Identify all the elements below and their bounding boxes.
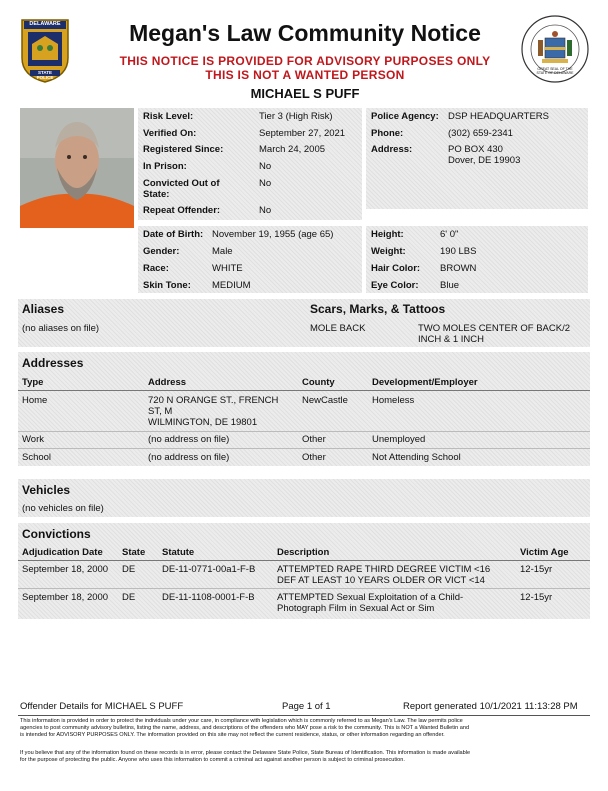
height-value: 6' 0" <box>440 229 459 240</box>
addresses-section <box>18 352 590 466</box>
agency-address-line-1: PO BOX 430 <box>448 144 503 155</box>
verified-on-value: September 27, 2021 <box>259 128 346 139</box>
offender-name: MICHAEL S PUFF <box>250 86 360 101</box>
registered-since-label: Registered Since: <box>143 144 224 155</box>
dob-value: November 19, 1955 (age 65) <box>212 229 334 240</box>
vehicles-value: (no vehicles on file) <box>22 503 104 514</box>
conviction-1-victim-age: 12-15yr <box>520 564 553 575</box>
disclaimer-2-line-1: If you believe that any of the information found on these records is in error, please contact the Delaware State Police, State Bureau of Identification. This information is made available <box>20 750 471 756</box>
scars-title: Scars, Marks, & Tattoos <box>310 302 446 316</box>
risk-level-value: Tier 3 (High Risk) <box>259 111 333 122</box>
address-row-home-county: NewCastle <box>302 395 348 406</box>
advisory-line-1: THIS NOTICE IS PROVIDED FOR ADVISORY PURPOSES ONLY <box>119 54 491 68</box>
disclaimer-1 <box>20 718 590 739</box>
addresses-header-county: County <box>302 377 335 388</box>
addresses-title: Addresses <box>22 356 84 370</box>
offender-info-panel <box>138 108 362 220</box>
agency-panel <box>366 108 588 209</box>
conviction-2-description-line-2: Photograph Film in Sexual Act or Sim <box>277 603 435 614</box>
registered-since-value: March 24, 2005 <box>259 144 326 155</box>
convictions-header-state: State <box>122 547 146 558</box>
disclaimer-1-line-3: is intended for ADVISORY PURPOSES ONLY. The information provided on this site may not reflect the current residence, status, or other information regarding an offender. <box>20 732 445 738</box>
state-police-badge <box>18 14 72 84</box>
conviction-2-date: September 18, 2000 <box>22 592 109 603</box>
aliases-title: Aliases <box>22 302 65 316</box>
badge-top-text: DELAWARE <box>29 21 61 27</box>
risk-level-label: Risk Level: <box>143 111 194 122</box>
addresses-header-employer: Development/Employer <box>372 377 478 388</box>
in-prison-label: In Prison: <box>143 161 187 172</box>
conviction-1-state: DE <box>122 564 136 575</box>
footer-rule <box>18 715 590 716</box>
vehicles-section <box>18 479 590 517</box>
conviction-1-statute: DE-11-0771-00a1-F-B <box>162 564 256 575</box>
address-row-home-line-2: ST, M <box>148 406 173 417</box>
address-row-work-address: (no address on file) <box>148 434 230 445</box>
conviction-1-date: September 18, 2000 <box>22 564 109 575</box>
gender-value: Male <box>212 246 233 257</box>
phone-value: (302) 659-2341 <box>448 128 513 139</box>
height-label: Height: <box>371 229 404 240</box>
seal-text: GREAT SEAL OF THE STATE OF DELAWARE <box>536 67 574 75</box>
address-row-home-type: Home <box>22 395 48 406</box>
phone-label: Phone: <box>371 128 404 139</box>
aliases-value: (no aliases on file) <box>22 323 100 334</box>
repeat-offender-label: Repeat Offender: <box>143 205 221 216</box>
physical-panel-left <box>138 226 362 293</box>
conviction-2-description-line-1: ATTEMPTED Sexual Exploitation of a Child- <box>277 592 464 603</box>
address-row-home-employer: Homeless <box>372 395 415 406</box>
eye-color-label: Eye Color: <box>371 280 419 291</box>
hair-color-value: BROWN <box>440 263 477 274</box>
disclaimer-2 <box>20 750 590 764</box>
address-row-rule <box>18 448 590 449</box>
conviction-2-statute: DE-11-1108-0001-F-B <box>162 592 255 603</box>
convicted-out-of-state-label-1: Convicted Out of <box>143 178 220 189</box>
address-row-school-type: School <box>22 452 52 463</box>
repeat-offender-value: No <box>259 205 272 216</box>
state-seal <box>520 14 590 84</box>
agency-address-line-2: Dover, DE 19903 <box>448 155 521 166</box>
address-row-home-line-3: WILMINGTON, DE 19801 <box>148 417 258 428</box>
police-agency-label: Police Agency: <box>371 111 439 122</box>
badge-bottom-text: STATE POLICE <box>36 70 54 80</box>
eye-color-value: Blue <box>440 280 460 291</box>
agency-address-label: Address: <box>371 144 413 155</box>
address-row-work-type: Work <box>22 434 44 445</box>
dob-label: Date of Birth: <box>143 229 204 240</box>
convicted-out-of-state-value: No <box>259 178 272 189</box>
address-row-home-line-1: 720 N ORANGE ST., FRENCH <box>148 395 279 406</box>
race-label: Race: <box>143 263 169 274</box>
conviction-2-victim-age: 12-15yr <box>520 592 553 603</box>
gender-label: Gender: <box>143 246 180 257</box>
physical-panel-right <box>366 226 588 293</box>
police-agency-value: DSP HEADQUARTERS <box>448 111 550 122</box>
disclaimer-1-line-1: This information is provided in order to protect the individuals under your care, in compliance with legislation which is commonly referred to as Megan's Law. The law permits police <box>20 718 463 724</box>
convictions-header-date: Adjudication Date <box>22 547 103 558</box>
advisory-line-2: THIS IS NOT A WANTED PERSON <box>205 68 405 82</box>
convictions-header-statute: Statute <box>162 547 195 558</box>
address-row-school-address: (no address on file) <box>148 452 230 463</box>
skin-tone-label: Skin Tone: <box>143 280 191 291</box>
footer-offender-details: Offender Details for MICHAEL S PUFF <box>20 701 184 712</box>
weight-value: 190 LBS <box>440 246 477 257</box>
conviction-2-state: DE <box>122 592 136 603</box>
address-row-work-employer: Unemployed <box>372 434 426 445</box>
disclaimer-1-line-2: agencies to post community advisory bulletins, listing the name, address, and descriptions of the offenders who MAY pose a risk to the community. This is NOT a Wanted Bulletin and <box>20 725 470 731</box>
convictions-header-rule <box>18 560 590 561</box>
race-value: WHITE <box>212 263 243 274</box>
conviction-1-description-line-1: ATTEMPTED RAPE THIRD DEGREE VICTIM <16 <box>277 564 491 575</box>
convicted-out-of-state-label-2: State: <box>143 189 170 200</box>
weight-label: Weight: <box>371 246 406 257</box>
footer-report-generated: Report generated 10/1/2021 11:13:28 PM <box>403 701 578 712</box>
addresses-header-address: Address <box>148 377 187 388</box>
skin-tone-value: MEDIUM <box>212 280 251 291</box>
footer-page-number: Page 1 of 1 <box>282 701 331 712</box>
scar-description-line-2: INCH & 1 INCH <box>418 334 484 345</box>
page-title: Megan's Law Community Notice <box>129 20 481 46</box>
convictions-header-victim-age: Victim Age <box>520 547 569 558</box>
in-prison-value: No <box>259 161 272 172</box>
vehicles-title: Vehicles <box>22 483 71 497</box>
addresses-header-rule <box>18 390 590 391</box>
aliases-section <box>18 299 590 347</box>
hair-color-label: Hair Color: <box>371 263 421 274</box>
offender-photo <box>20 108 134 228</box>
disclaimer-2-line-2: for the purpose of protecting the public. Anyone who uses this information to commit a criminal act against another person is subject to criminal prosecution. <box>20 757 405 763</box>
convictions-section <box>18 523 590 619</box>
scar-type: MOLE BACK <box>310 323 366 334</box>
conviction-1-description-line-2: DEF AT LEAST 10 YEARS OLDER OR VICT <14 <box>277 575 485 586</box>
address-row-rule <box>18 431 590 432</box>
scar-description-line-1: TWO MOLES CENTER OF BACK/2 <box>418 323 571 334</box>
conviction-row-rule <box>18 588 590 589</box>
addresses-header-type: Type <box>22 377 44 388</box>
convictions-title: Convictions <box>22 527 91 541</box>
address-row-school-county: Other <box>302 452 326 463</box>
address-row-school-employer: Not Attending School <box>372 452 461 463</box>
verified-on-label: Verified On: <box>143 128 197 139</box>
convictions-header-description: Description <box>277 547 330 558</box>
address-row-work-county: Other <box>302 434 326 445</box>
